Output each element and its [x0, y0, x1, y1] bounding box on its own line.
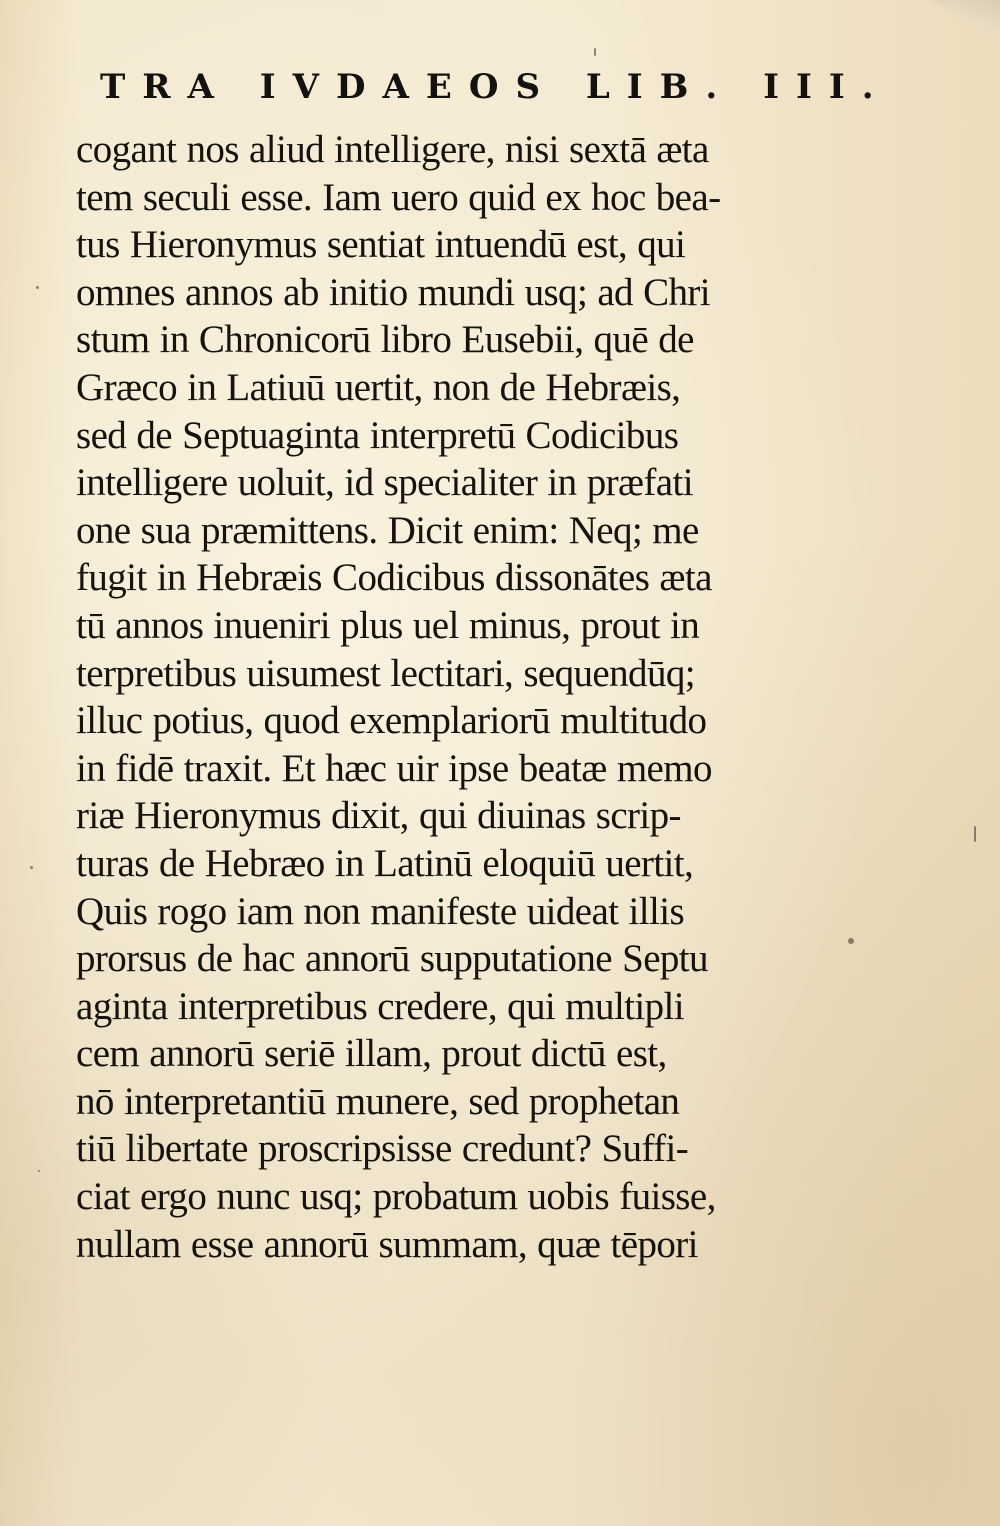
text-line: illuc potius, quod exemplariorū multitudo: [76, 699, 707, 743]
text-line: riæ Hieronymus dixit, qui diuinas scrip-: [76, 794, 681, 838]
text-line: tiū libertate proscripsisse credunt? Suffi-: [76, 1127, 689, 1171]
text-line: cogant nos aliud intelligere, nisi sextā æta: [76, 128, 709, 171]
text-line: tū annos inueniri plus uel minus, prout in: [76, 603, 700, 647]
text-line: tem seculi esse. Iam uero quid ex hoc bea-: [76, 175, 721, 219]
text-line: Græco in Latiuū uertit, non de Hebræis,: [76, 365, 681, 409]
text-line: stum in Chronicorū libro Eusebii, quē de: [76, 318, 694, 362]
text-line: nō interpretantiū munere, sed prophetan: [76, 1079, 680, 1123]
text-line: terpretibus uisumest lectitari, sequendūq;: [76, 651, 695, 695]
text-line: nullam esse annorū summam, quæ tēpori: [76, 1222, 698, 1266]
text-line: one sua præmittens. Dicit enim: Neq; me: [76, 508, 699, 552]
text-line: fugit in Hebræis Codicibus dissonātes æta: [76, 556, 712, 600]
text-line: in fidē traxit. Et hæc uir ipse beatæ memo: [76, 746, 712, 790]
text-line: cem annorū seriē illam, prout dictū est,: [76, 1032, 667, 1076]
text-line: Quis rogo iam non manifeste uideat illis: [76, 889, 685, 933]
text-line: turas de Hebræo in Latinū eloquiū uertit,: [76, 841, 694, 885]
text-line: sed de Septuaginta interpretū Codicibus: [76, 413, 679, 457]
text-line: aginta interpretibus credere, qui multipli: [76, 984, 685, 1028]
page-corner-fold: [930, 0, 1000, 40]
text-line: prorsus de hac annorū supputatione Septu: [76, 937, 708, 981]
text-line: tus Hieronymus sentiat intuendū est, qui: [76, 223, 686, 267]
running-head: TRA IVDAEOS LIB. III.: [100, 67, 891, 107]
text-line: intelligere uoluit, id specialiter in præfati: [76, 461, 693, 505]
text-block: [76, 126, 816, 1268]
text-line: ciat ergo nunc usq; probatum uobis fuisse,: [76, 1175, 716, 1219]
text-line: omnes annos ab initio mundi usq; ad Chri: [76, 270, 711, 314]
